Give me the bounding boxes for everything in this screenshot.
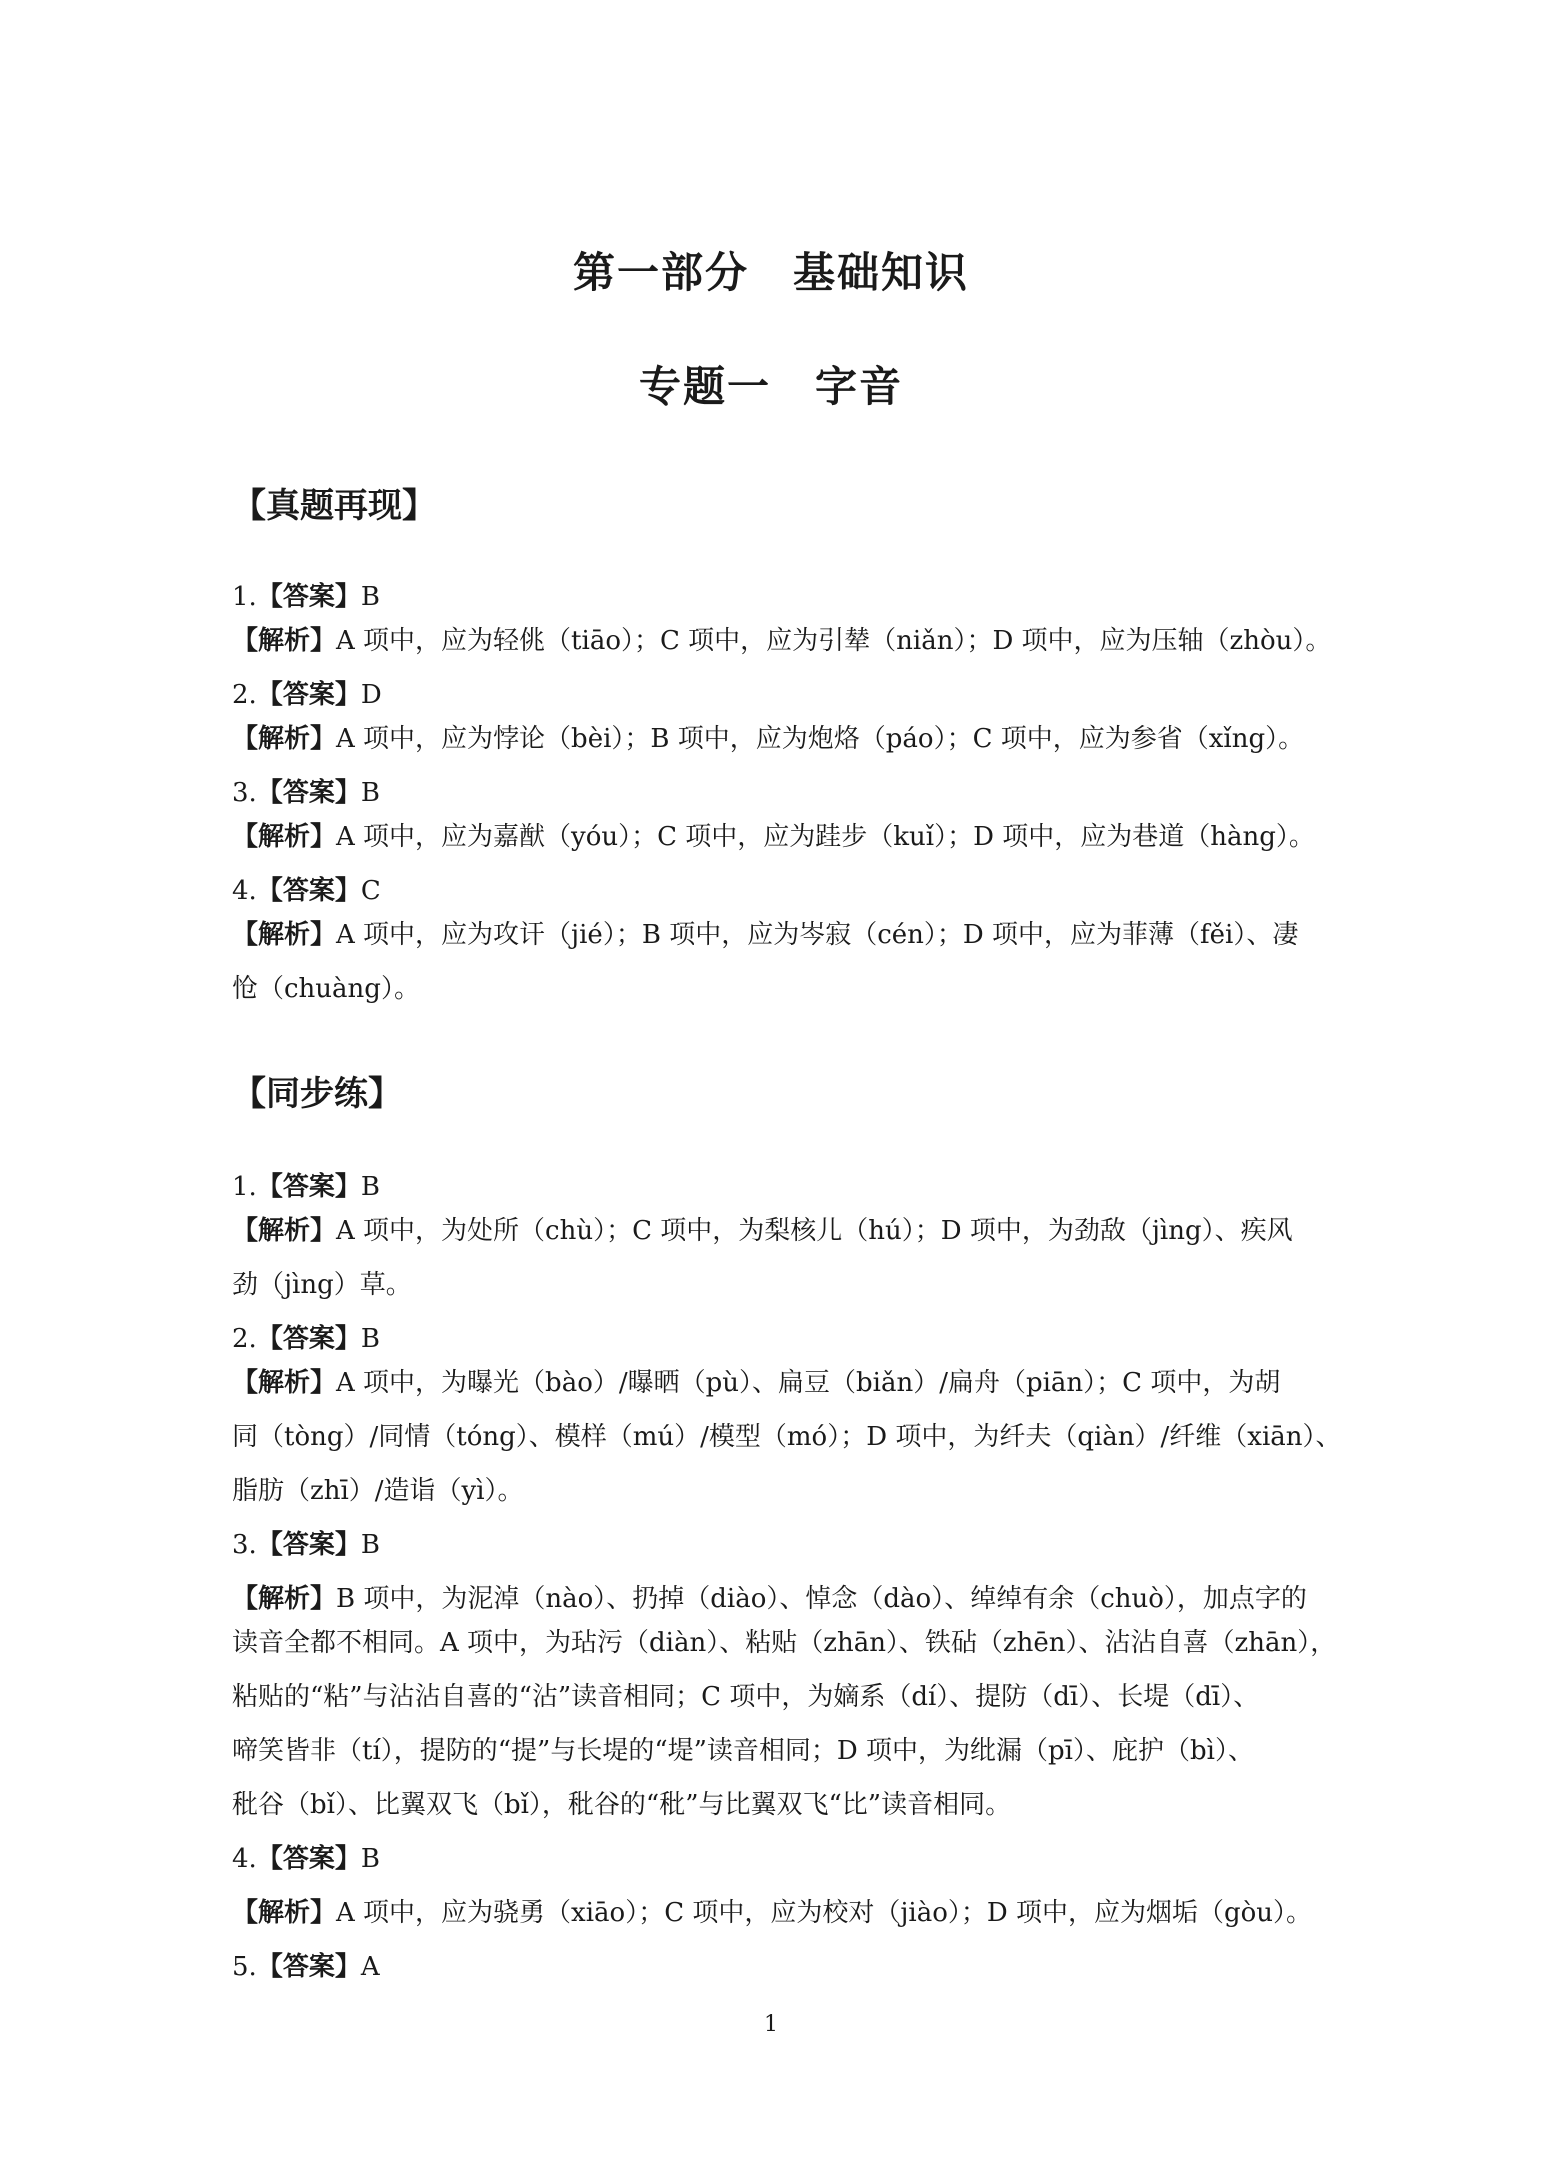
analysis-line <box>232 1478 524 1504</box>
answer-line <box>232 1532 380 1558</box>
answer-tag: 【答案】 <box>256 1844 361 1874</box>
answer-line <box>232 1954 380 1980</box>
analysis-tag: 【解析】 <box>232 822 337 852</box>
analysis-tag: 【解析】 <box>232 1368 337 1398</box>
analysis-text: A 项中，应为骁勇（xiāo）；C 项中，应为校对（jiào）；D 项中，应为烟垢（gòu）。 <box>336 1898 1313 1928</box>
answer-tag: 【答案】 <box>256 1172 361 1202</box>
analysis-line <box>232 922 1298 948</box>
answer-value: B <box>360 1530 380 1560</box>
analysis-line <box>232 1792 1011 1818</box>
analysis-tag: 【解析】 <box>232 920 337 950</box>
page-number: 1 <box>764 2012 778 2037</box>
analysis-line <box>232 1218 1293 1244</box>
analysis-line <box>232 1738 1254 1764</box>
answer-tag: 【答案】 <box>256 1324 361 1354</box>
item-number: 3. <box>232 778 257 808</box>
item-number: 5. <box>232 1952 257 1982</box>
analysis-tag: 【解析】 <box>232 724 337 754</box>
answer-tag: 【答案】 <box>256 778 361 808</box>
section-heading-real-exam: 【真题再现】 <box>232 486 436 526</box>
item-number: 1. <box>232 582 257 612</box>
analysis-line <box>232 1900 1312 1926</box>
section-heading-practice: 【同步练】 <box>232 1074 402 1114</box>
analysis-text: 粘贴的“粘”与沾沾自喜的“沾”读音相同；C 项中，为嫡系（dí）、提防（dī）、长堤（dī）、 <box>232 1682 1260 1712</box>
analysis-text: A 项中，应为嘉猷（yóu）；C 项中，应为跬步（kuǐ）；D 项中，应为巷道（hàng）。 <box>336 822 1315 852</box>
answer-line <box>232 1846 380 1872</box>
analysis-line <box>232 824 1315 850</box>
analysis-text: A 项中，为处所（chù）；C 项中，为梨核儿（hú）；D 项中，为劲敌（jìng）、疾风 <box>336 1216 1293 1246</box>
analysis-text: B 项中，为泥淖（nào）、扔掉（diào）、悼念（dào）、绰绰有余（chuò），加点字的 <box>336 1584 1307 1614</box>
analysis-text: 读音全都不相同。A 项中，为玷污（diàn）、粘贴（zhān）、铁砧（zhēn）、沾沾自喜（zhān）， <box>232 1628 1337 1658</box>
item-number: 4. <box>232 1844 257 1874</box>
analysis-line <box>232 976 420 1002</box>
answer-value: B <box>360 778 380 808</box>
analysis-tag: 【解析】 <box>232 1898 337 1928</box>
analysis-line <box>232 1586 1307 1612</box>
analysis-tag: 【解析】 <box>232 1216 337 1246</box>
analysis-tag: 【解析】 <box>232 1584 337 1614</box>
analysis-line <box>232 1424 1342 1450</box>
answer-line <box>232 584 380 610</box>
analysis-line <box>232 1370 1280 1396</box>
item-number: 4. <box>232 876 257 906</box>
answer-tag: 【答案】 <box>256 876 361 906</box>
analysis-text: A 项中，应为悖论（bèi）；B 项中，应为炮烙（páo）；C 项中，应为参省（xǐng）。 <box>336 724 1305 754</box>
analysis-text: A 项中，应为攻讦（jié）；B 项中，应为岑寂（cén）；D 项中，应为菲薄（fěi）、凄 <box>336 920 1299 950</box>
item-number: 1. <box>232 1172 257 1202</box>
answer-line <box>232 1326 380 1352</box>
item-number: 2. <box>232 680 257 710</box>
answer-value: B <box>360 1844 380 1874</box>
analysis-text: 劲（jìng）草。 <box>232 1270 412 1300</box>
analysis-line <box>232 1684 1259 1710</box>
answer-value: D <box>360 680 382 710</box>
answer-tag: 【答案】 <box>256 1530 361 1560</box>
analysis-line <box>232 1272 412 1298</box>
analysis-tag: 【解析】 <box>232 626 337 656</box>
answer-value: A <box>360 1952 380 1982</box>
answer-line <box>232 1174 380 1200</box>
topic-title: 专题一 字音 <box>638 362 903 411</box>
answer-line <box>232 682 382 708</box>
analysis-text: 怆（chuàng）。 <box>232 974 420 1004</box>
part-title: 第一部分 基础知识 <box>572 248 969 297</box>
analysis-text: 同（tòng）/同情（tóng）、模样（mú）/模型（mó）；D 项中，为纤夫（qiàn）/纤维（xiān）、 <box>232 1422 1342 1452</box>
item-number: 3. <box>232 1530 257 1560</box>
answer-value: B <box>360 1324 380 1354</box>
analysis-text: 秕谷（bǐ）、比翼双飞（bǐ），秕谷的“秕”与比翼双飞“比”读音相同。 <box>232 1790 1012 1820</box>
item-number: 2. <box>232 1324 257 1354</box>
answer-tag: 【答案】 <box>256 680 361 710</box>
analysis-text: A 项中，应为轻佻（tiāo）；C 项中，应为引辇（niǎn）；D 项中，应为压轴（zhòu）。 <box>336 626 1332 656</box>
answer-value: B <box>360 1172 380 1202</box>
answer-line <box>232 878 381 904</box>
answer-value: C <box>360 876 381 906</box>
analysis-line <box>232 726 1304 752</box>
answer-tag: 【答案】 <box>256 582 361 612</box>
analysis-line <box>232 628 1331 654</box>
analysis-text: 脂肪（zhī）/造诣（yì）。 <box>232 1476 524 1506</box>
answer-value: B <box>360 582 380 612</box>
analysis-text: 啼笑皆非（tí），提防的“提”与长堤的“堤”读音相同；D 项中，为纰漏（pī）、庇护（bì）、 <box>232 1736 1254 1766</box>
analysis-line <box>232 1630 1336 1656</box>
answer-tag: 【答案】 <box>256 1952 361 1982</box>
analysis-text: A 项中，为曝光（bào）/曝晒（pù）、扁豆（biǎn）/扁舟（piān）；C 项中，为胡 <box>336 1368 1281 1398</box>
answer-line <box>232 780 380 806</box>
